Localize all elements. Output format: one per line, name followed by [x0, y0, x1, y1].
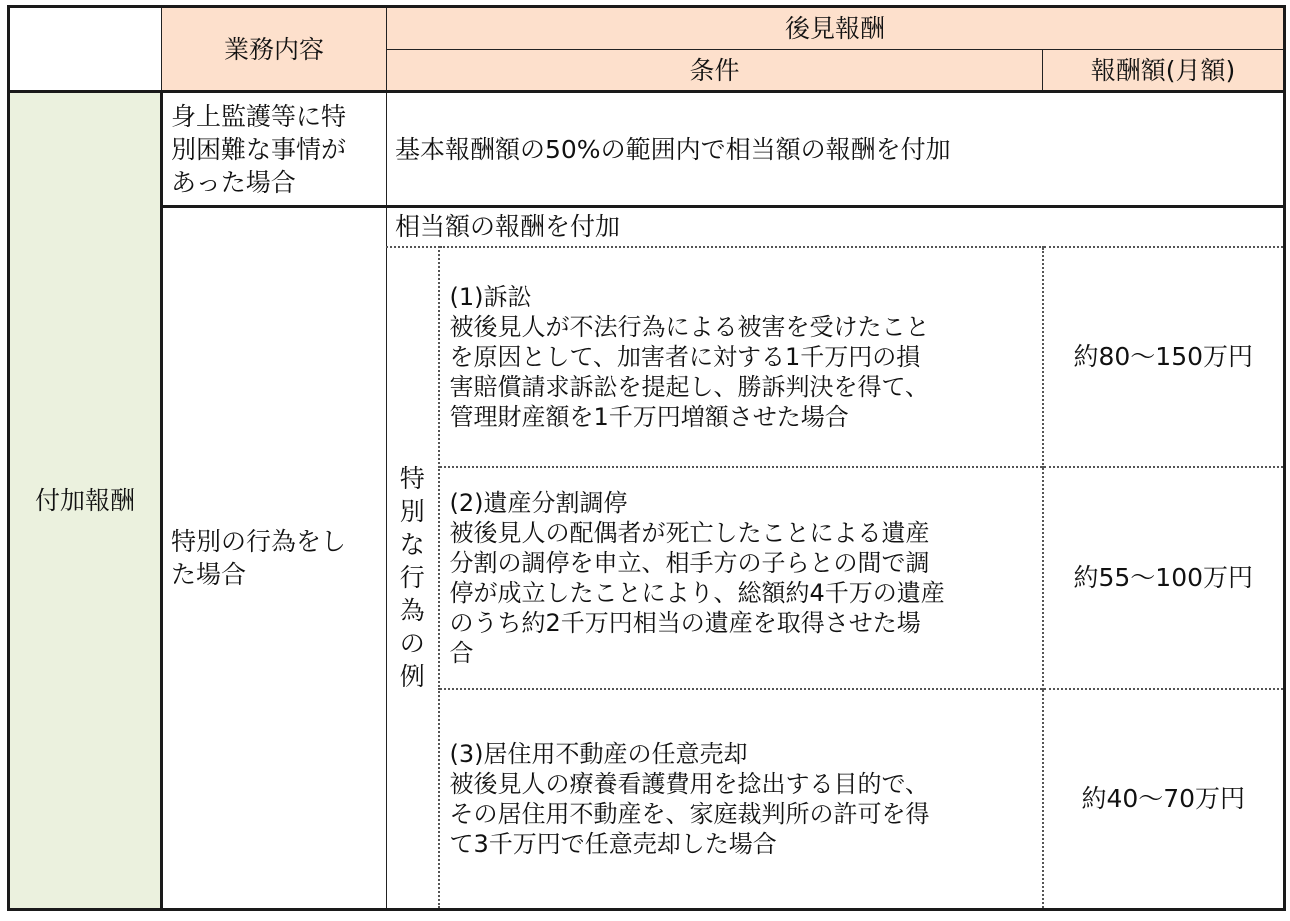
example-1-line: (1)訴訟 [449, 282, 532, 311]
example-1-line: 管理財産額を1千万円増額させた場合 [449, 402, 849, 431]
vertical-char: 例 [399, 662, 425, 692]
example-2-text [439, 467, 1043, 689]
header-business-content: 業務内容 [162, 7, 387, 92]
header-guardian-fee: 後見報酬 [387, 7, 1285, 50]
example-2-line: 被後見人の配偶者が死亡したことによる遺産 [449, 518, 930, 547]
example-1-amount: 約80～150万円 [1043, 247, 1285, 467]
example-3-line: て3千万円で任意売却した場合 [449, 829, 777, 858]
corner-cell [9, 7, 162, 92]
example-3-line: 被後見人の療養看護費用を捻出する目的で、 [449, 769, 930, 798]
vertical-char: な [399, 530, 425, 560]
row-condition-difficult: 基本報酬額の50%の範囲内で相当額の報酬を付加 [387, 92, 1285, 207]
vertical-char: の [399, 629, 425, 659]
example-2-line: (2)遺産分割調停 [449, 488, 628, 517]
row-label-special-line: 特別の行為をし [171, 527, 347, 556]
header-fee-amount: 報酬額(月額) [1043, 50, 1285, 92]
example-3-line: その居住用不動産を、家庭裁判所の許可を得 [449, 799, 930, 828]
example-3-line: (3)居住用不動産の任意売却 [449, 739, 748, 768]
row-label-difficult-line: 別困難な事情が [171, 134, 347, 164]
row-label-special-line: た場合 [171, 560, 247, 589]
example-2-line: 停が成立したことにより、総額約4千万の遺産 [449, 578, 945, 607]
row-label-difficult [162, 92, 387, 207]
vertical-label-special-examples [387, 247, 439, 910]
row-label-difficult-line: あった場合 [171, 167, 296, 197]
vertical-char: 為 [399, 596, 425, 626]
row-label-difficult-line: 身上監護等に特 [171, 101, 347, 131]
guardian-fee-table [7, 5, 1286, 911]
vertical-char: 特 [399, 464, 425, 494]
example-3-text [439, 689, 1043, 910]
example-2-line: 分割の調停を申立、相手方の子らとの間で調 [449, 548, 930, 577]
example-2-line: 合 [449, 638, 474, 667]
vertical-char: 別 [399, 497, 425, 527]
example-1-line: 被後見人が不法行為による被害を受けたこと [449, 312, 930, 341]
header-condition: 条件 [387, 50, 1043, 92]
example-2-line: のうち約2千万円相当の遺産を取得させた場 [449, 608, 921, 637]
example-1-line: を原因として、加害者に対する1千万円の損 [449, 342, 921, 371]
row-label-special [162, 207, 387, 910]
side-label-additional-fee: 付加報酬 [9, 92, 162, 910]
example-3-amount: 約40～70万円 [1043, 689, 1285, 910]
row-intro-special: 相当額の報酬を付加 [387, 207, 1285, 247]
example-1-line: 害賠償請求訴訟を提起し、勝訴判決を得て、 [449, 372, 930, 401]
example-1-text [439, 247, 1043, 467]
example-2-amount: 約55～100万円 [1043, 467, 1285, 689]
vertical-char: 行 [399, 563, 425, 593]
